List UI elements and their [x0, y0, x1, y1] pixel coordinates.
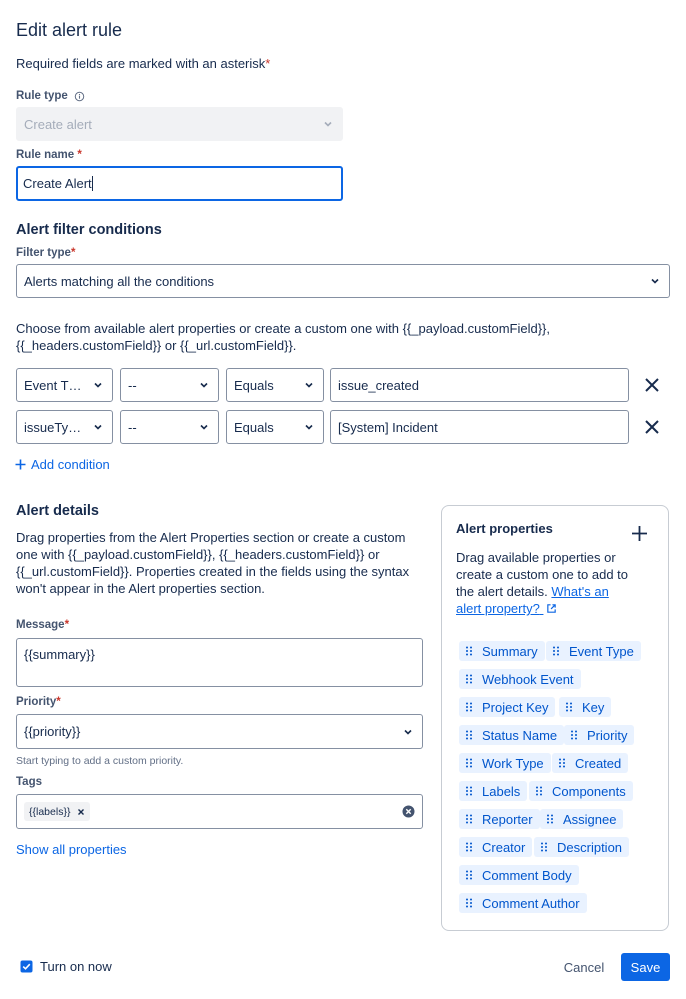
drag-handle-icon[interactable]: [465, 646, 473, 656]
property-chip[interactable]: [459, 669, 581, 689]
property-chip[interactable]: [459, 781, 527, 801]
filter-heading: Alert filter conditions: [16, 222, 162, 238]
property-chip-label: Priority: [587, 727, 628, 743]
property-chip[interactable]: [459, 893, 587, 913]
clear-icon[interactable]: [402, 805, 415, 818]
property-chip-label: Work Type: [482, 755, 544, 771]
condition-value: [System] Incident: [338, 419, 438, 435]
drag-handle-icon[interactable]: [552, 646, 560, 656]
property-chip-label: Event Type: [569, 643, 634, 659]
drag-handle-icon[interactable]: [558, 758, 566, 768]
drag-handle-icon[interactable]: [570, 730, 578, 740]
property-chip-label: Comment Author: [482, 895, 580, 911]
property-chip[interactable]: [552, 753, 628, 773]
cancel-button[interactable]: Cancel: [563, 959, 605, 975]
rule-type-value: Create alert: [24, 116, 92, 132]
condition-operator-select[interactable]: [226, 410, 324, 444]
add-condition-button[interactable]: Add condition: [14, 457, 110, 472]
condition-operator-select[interactable]: [226, 368, 324, 402]
chevron-down-icon: [402, 726, 414, 738]
property-chip-label: Created: [575, 755, 622, 771]
property-chip-label: Summary: [482, 643, 538, 659]
property-chip[interactable]: [564, 725, 634, 745]
condition-value: issue_created: [338, 377, 419, 393]
filter-type-label: Filter type*: [16, 247, 76, 259]
property-chip-label: Assignee: [563, 811, 617, 827]
message-label: Message*: [16, 619, 70, 631]
condition-field-select[interactable]: [16, 368, 113, 402]
remove-condition-icon[interactable]: [643, 376, 661, 394]
message-input[interactable]: [16, 638, 423, 687]
property-chip-label: Labels: [482, 783, 521, 799]
property-chip-label: Components: [552, 783, 626, 799]
tags-label: Tags: [16, 776, 42, 788]
drag-handle-icon[interactable]: [465, 702, 473, 712]
save-button[interactable]: Save: [621, 953, 670, 981]
drag-handle-icon[interactable]: [465, 870, 473, 880]
drag-handle-icon[interactable]: [465, 674, 473, 684]
property-chip-label: Status Name: [482, 727, 558, 743]
drag-handle-icon[interactable]: [465, 730, 473, 740]
condition-field-value: issueTy…: [24, 419, 82, 435]
rule-name-input[interactable]: [16, 166, 343, 201]
property-chip-label: Key: [582, 699, 605, 715]
chevron-down-icon: [303, 379, 315, 391]
chevron-down-icon: [92, 379, 104, 391]
page-title: Edit alert rule: [16, 20, 123, 40]
filter-type-value: Alerts matching all the conditions: [24, 273, 215, 289]
tag-chip: {{labels}}: [24, 802, 90, 821]
plus-icon: [14, 458, 27, 471]
condition-modifier-select[interactable]: [120, 410, 219, 444]
property-chip[interactable]: [529, 781, 633, 801]
drag-handle-icon[interactable]: [465, 786, 473, 796]
rule-type-select: [16, 107, 343, 141]
drag-handle-icon[interactable]: [465, 898, 473, 908]
details-description: Drag properties from the Alert Properties section or create a custom one with {{_payload.customField}}, {{_headers.customField}} or {{_url.customField}}. Properties created in the fields using the syntax won't appear in the Alert properties section.: [16, 530, 410, 596]
chevron-down-icon: [649, 275, 661, 287]
filter-type-select[interactable]: [16, 264, 670, 298]
show-all-properties-link[interactable]: Show all properties: [16, 842, 127, 857]
property-chip[interactable]: [534, 837, 629, 857]
drag-handle-icon[interactable]: [465, 814, 473, 824]
condition-modifier-value: --: [128, 377, 137, 393]
property-chip-label: Description: [557, 839, 623, 855]
alert-property-help-link[interactable]: What's an alert property?: [456, 584, 609, 616]
remove-tag-icon[interactable]: [76, 807, 86, 817]
info-icon[interactable]: [74, 91, 85, 102]
property-chip[interactable]: [459, 725, 564, 745]
condition-field-select[interactable]: [16, 410, 113, 444]
chevron-down-icon: [92, 421, 104, 433]
required-note: Required fields are marked with an asterisk*: [16, 56, 271, 71]
chevron-down-icon: [198, 379, 210, 391]
property-chip-label: Reporter: [482, 811, 533, 827]
property-chip[interactable]: [459, 865, 579, 885]
property-chip[interactable]: [559, 697, 611, 717]
drag-handle-icon[interactable]: [465, 842, 473, 852]
tags-input[interactable]: [16, 794, 423, 829]
turn-on-label: Turn on now: [40, 959, 112, 974]
property-chip[interactable]: [546, 641, 641, 661]
chevron-down-icon: [198, 421, 210, 433]
filter-description: Choose from available alert properties or create a custom one with {{_payload.customField}}, {{_headers.customField}} or {{_url.customField}}.: [16, 321, 551, 353]
turn-on-toggle[interactable]: [20, 959, 112, 974]
condition-operator-value: Equals: [234, 377, 274, 393]
priority-select[interactable]: [16, 714, 423, 749]
condition-modifier-value: --: [128, 419, 137, 435]
drag-handle-icon[interactable]: [546, 814, 554, 824]
property-chip-label: Comment Body: [482, 867, 572, 883]
condition-value-input[interactable]: [330, 368, 629, 402]
external-link-icon: [546, 603, 557, 614]
details-heading: Alert details: [16, 503, 99, 519]
priority-hint: Start typing to add a custom priority.: [16, 755, 184, 767]
priority-value: {{priority}}: [24, 724, 81, 739]
add-property-icon[interactable]: [631, 525, 648, 542]
rule-type-label: Rule type: [16, 90, 85, 102]
drag-handle-icon[interactable]: [535, 786, 543, 796]
condition-modifier-select[interactable]: [120, 368, 219, 402]
rule-name-label: Rule name *: [16, 149, 82, 161]
property-chip[interactable]: [459, 753, 551, 773]
checkbox-checked-icon[interactable]: [20, 960, 33, 973]
panel-title: Alert properties: [456, 521, 553, 536]
property-chip-label: Creator: [482, 839, 526, 855]
condition-value-input[interactable]: [330, 410, 629, 444]
property-chip[interactable]: [459, 697, 555, 717]
chevron-down-icon: [322, 118, 334, 130]
condition-operator-value: Equals: [234, 419, 274, 435]
rule-name-value: Create Alert: [23, 176, 92, 191]
remove-condition-icon[interactable]: [643, 418, 661, 436]
panel-description: Drag available properties or create a custom one to add to the alert details. What's an alert property?: [456, 550, 628, 616]
property-chip[interactable]: [459, 641, 545, 661]
drag-handle-icon[interactable]: [465, 758, 473, 768]
priority-label: Priority*: [16, 696, 61, 708]
drag-handle-icon[interactable]: [540, 842, 548, 852]
property-chip[interactable]: [459, 837, 532, 857]
property-chip[interactable]: [540, 809, 623, 829]
property-chip-label: Webhook Event: [482, 671, 574, 687]
condition-field-value: Event T…: [24, 377, 82, 393]
chevron-down-icon: [303, 421, 315, 433]
property-chip[interactable]: [459, 809, 540, 829]
property-chip-label: Project Key: [482, 699, 549, 715]
message-value: {{summary}}: [24, 647, 95, 662]
drag-handle-icon[interactable]: [565, 702, 573, 712]
